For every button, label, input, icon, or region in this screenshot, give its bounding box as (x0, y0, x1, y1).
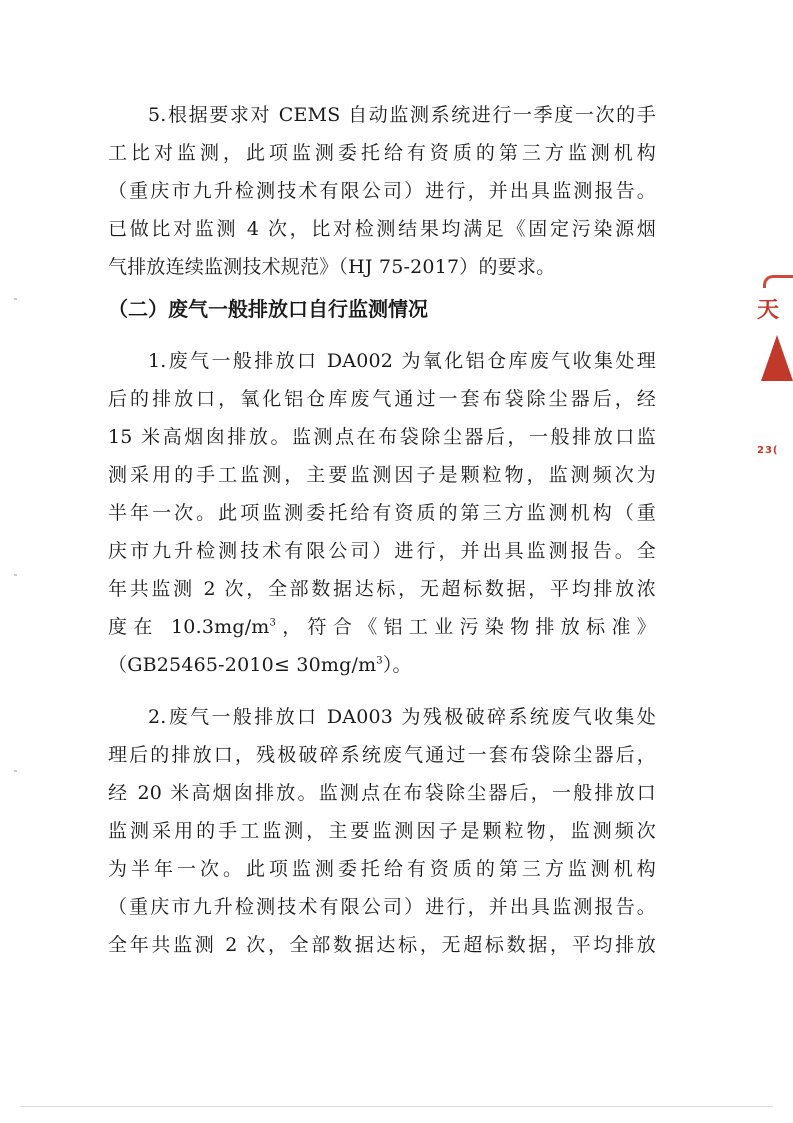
bottom-edge-rule (20, 1106, 773, 1107)
paragraph-2-line-5: 为半年一次。此项监测委托给有资质的第三方监测机构 (108, 858, 656, 880)
paragraph-1-line-9 (108, 646, 656, 684)
unit-superscript: 3 (269, 617, 277, 629)
paragraph-2-line-7: 全年共监测 2 次，全部数据达标，无超标数据，平均排放 (108, 934, 656, 956)
limit-text: （GB25465-2010≤ 30mg/m (108, 654, 377, 676)
paragraph-1-line-2: 后的排放口，氧化铝仓库废气通过一套布袋除尘器后，经 (108, 388, 656, 410)
concentration-text: 度在 10.3mg/m (108, 616, 270, 638)
scan-mark (14, 298, 17, 300)
paragraph-2-line-1: 2.废气一般排放口 DA003 为残极破碎系统废气收集处 (148, 706, 656, 728)
scan-mark (14, 574, 17, 576)
limit-unit-superscript: 3 (376, 655, 383, 667)
seal-character: 天 (757, 298, 780, 323)
scan-mark (14, 770, 17, 772)
paragraph-5-line-4: 已做比对监测 4 次，比对检测结果均满足《固定污染源烟 (108, 218, 656, 240)
paragraph-5-line-5: 气排放连续监测技术规范》（HJ 75-2017）的要求。 (108, 256, 556, 278)
paragraph-1-line-6: 庆市九升检测技术有限公司）进行，并出具监测报告。全 (108, 540, 656, 562)
paragraph-2-line-2: 理后的排放口，残极破碎系统废气通过一套布袋除尘器后， (108, 744, 656, 766)
paragraph-2-line-4: 监测采用的手工监测，主要监测因子是颗粒物，监测频次 (108, 820, 656, 842)
section-heading: （二）废气一般排放口自行监测情况 (108, 297, 428, 321)
paragraph-5-line-1: 5.根据要求对 CEMS 自动监测系统进行一季度一次的手 (148, 104, 656, 126)
standard-text: ，符合《铝工业污染物排放标准》 (276, 616, 656, 638)
paragraph-5-line-3: （重庆市九升检测技术有限公司）进行，并出具监测报告。 (108, 180, 656, 202)
paragraph-2-line-3: 经 20 米高烟囱排放。监测点在布袋除尘器后，一般排放口 (108, 782, 656, 804)
seal-outline (763, 275, 793, 288)
paragraph-1-line-8 (108, 608, 656, 646)
limit-close-text: ）。 (382, 654, 412, 676)
paragraph-1-line-1: 1.废气一般排放口 DA002 为氧化铝仓库废气收集处理 (148, 350, 656, 372)
paragraph-2-line-6: （重庆市九升检测技术有限公司）进行，并出具监测报告。 (108, 896, 656, 918)
paragraph-1-line-7: 年共监测 2 次，全部数据达标，无超标数据，平均排放浓 (108, 578, 656, 600)
paragraph-5-line-2: 工比对监测，此项监测委托给有资质的第三方监测机构 (108, 142, 656, 164)
seal-star-icon (759, 333, 793, 383)
paragraph-1-line-4: 测采用的手工监测，主要监测因子是颗粒物，监测频次为 (108, 464, 656, 486)
paragraph-1-line-3: 15 米高烟囱排放。监测点在布袋除尘器后，一般排放口监 (108, 426, 656, 448)
seal-fragment (753, 275, 793, 465)
paragraph-1-line-5: 半年一次。此项监测委托给有资质的第三方监测机构（重 (108, 502, 656, 524)
seal-number: 23( (757, 445, 779, 456)
